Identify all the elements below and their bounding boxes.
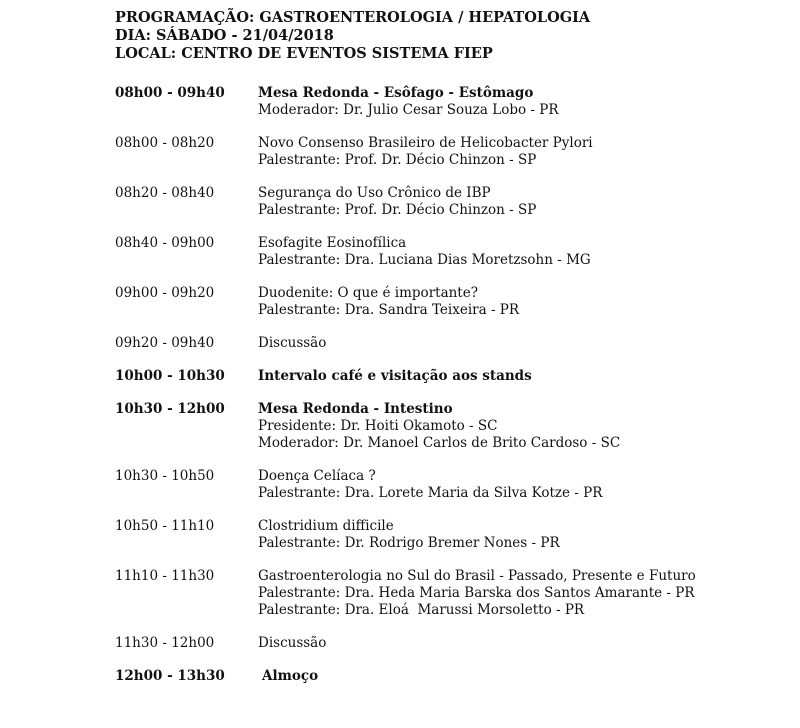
schedule-entry bbox=[115, 335, 775, 352]
entry-detail: Moderador: Dr. Manoel Carlos de Brito Cardoso - SC bbox=[258, 435, 621, 451]
event-location: LOCAL: CENTRO DE EVENTOS SISTEMA FIEP bbox=[115, 45, 493, 62]
entry-time: 10h00 - 10h30 bbox=[115, 368, 225, 384]
schedule-entry bbox=[115, 468, 775, 502]
entry-detail: Palestrante: Dra. Heda Maria Barska dos Santos Amarante - PR bbox=[258, 585, 695, 601]
entry-detail: Palestrante: Dra. Eloá Marussi Morsoletto - PR bbox=[258, 602, 585, 618]
schedule-entry bbox=[115, 401, 775, 452]
entry-detail: Palestrante: Dr. Rodrigo Bremer Nones - PR bbox=[258, 535, 560, 551]
entry-title: Discussão bbox=[258, 335, 327, 351]
entry-detail: Presidente: Dr. Hoiti Okamoto - SC bbox=[258, 418, 498, 434]
schedule-entry bbox=[115, 85, 775, 119]
entry-time: 10h30 - 10h50 bbox=[115, 468, 215, 484]
entry-detail: Palestrante: Dra. Lorete Maria da Silva Kotze - PR bbox=[258, 485, 603, 501]
entry-time: 08h00 - 09h40 bbox=[115, 85, 225, 101]
entry-body bbox=[258, 335, 775, 352]
entry-time: 09h00 - 09h20 bbox=[115, 285, 215, 301]
entry-body bbox=[258, 235, 775, 269]
entry-body bbox=[258, 135, 775, 169]
entry-time: 12h00 - 13h30 bbox=[115, 668, 225, 684]
entry-body bbox=[258, 401, 775, 452]
entry-title: Segurança do Uso Crônico de IBP bbox=[258, 185, 491, 201]
entry-title: Mesa Redonda - Esôfago - Estômago bbox=[258, 85, 534, 101]
entry-body bbox=[258, 668, 775, 685]
entry-body bbox=[258, 518, 775, 552]
schedule-entry bbox=[115, 668, 775, 685]
entry-title: Esofagite Eosinofílica bbox=[258, 235, 407, 251]
entry-title: Gastroenterologia no Sul do Brasil - Passado, Presente e Futuro bbox=[258, 568, 696, 584]
schedule-entry bbox=[115, 635, 775, 652]
schedule-entry bbox=[115, 185, 775, 219]
entry-detail: Palestrante: Prof. Dr. Décio Chinzon - SP bbox=[258, 152, 537, 168]
entry-time: 09h20 - 09h40 bbox=[115, 335, 215, 351]
entry-time: 08h00 - 08h20 bbox=[115, 135, 215, 151]
entry-body bbox=[258, 185, 775, 219]
entry-time: 10h30 - 12h00 bbox=[115, 401, 225, 417]
schedule-entry bbox=[115, 285, 775, 319]
entry-detail: Moderador: Dr. Julio Cesar Souza Lobo - PR bbox=[258, 102, 559, 118]
schedule-entry bbox=[115, 518, 775, 552]
entry-title: Clostridium difficile bbox=[258, 518, 394, 534]
entry-title: Discussão bbox=[258, 635, 327, 651]
entry-body bbox=[258, 85, 775, 119]
entry-detail: Palestrante: Prof. Dr. Décio Chinzon - SP bbox=[258, 202, 537, 218]
event-day: DIA: SÁBADO - 21/04/2018 bbox=[115, 27, 334, 44]
entry-time: 10h50 - 11h10 bbox=[115, 518, 215, 534]
program-title: PROGRAMAÇÃO: GASTROENTEROLOGIA / HEPATOLOGIA bbox=[115, 9, 591, 26]
entry-title: Mesa Redonda - Intestino bbox=[258, 401, 453, 417]
entry-time: 11h10 - 11h30 bbox=[115, 568, 215, 584]
entry-body bbox=[258, 635, 775, 652]
schedule-entry bbox=[115, 135, 775, 169]
schedule-document bbox=[115, 9, 775, 701]
entry-title: Almoço bbox=[262, 668, 319, 684]
entry-body bbox=[258, 368, 775, 385]
schedule-list bbox=[115, 85, 775, 685]
entry-title: Novo Consenso Brasileiro de Helicobacter Pylori bbox=[258, 135, 593, 151]
entry-title: Duodenite: O que é importante? bbox=[258, 285, 478, 301]
document-header bbox=[115, 9, 775, 63]
entry-body bbox=[258, 568, 775, 619]
entry-time: 08h20 - 08h40 bbox=[115, 185, 215, 201]
entry-body bbox=[258, 468, 775, 502]
entry-time: 08h40 - 09h00 bbox=[115, 235, 215, 251]
schedule-entry bbox=[115, 368, 775, 385]
schedule-entry bbox=[115, 235, 775, 269]
entry-detail: Palestrante: Dra. Sandra Teixeira - PR bbox=[258, 302, 520, 318]
entry-time: 11h30 - 12h00 bbox=[115, 635, 215, 651]
entry-body bbox=[258, 285, 775, 319]
schedule-entry bbox=[115, 568, 775, 619]
entry-title: Doença Celíaca ? bbox=[258, 468, 376, 484]
entry-detail: Palestrante: Dra. Luciana Dias Moretzsohn - MG bbox=[258, 252, 591, 268]
entry-title: Intervalo café e visitação aos stands bbox=[258, 368, 532, 384]
